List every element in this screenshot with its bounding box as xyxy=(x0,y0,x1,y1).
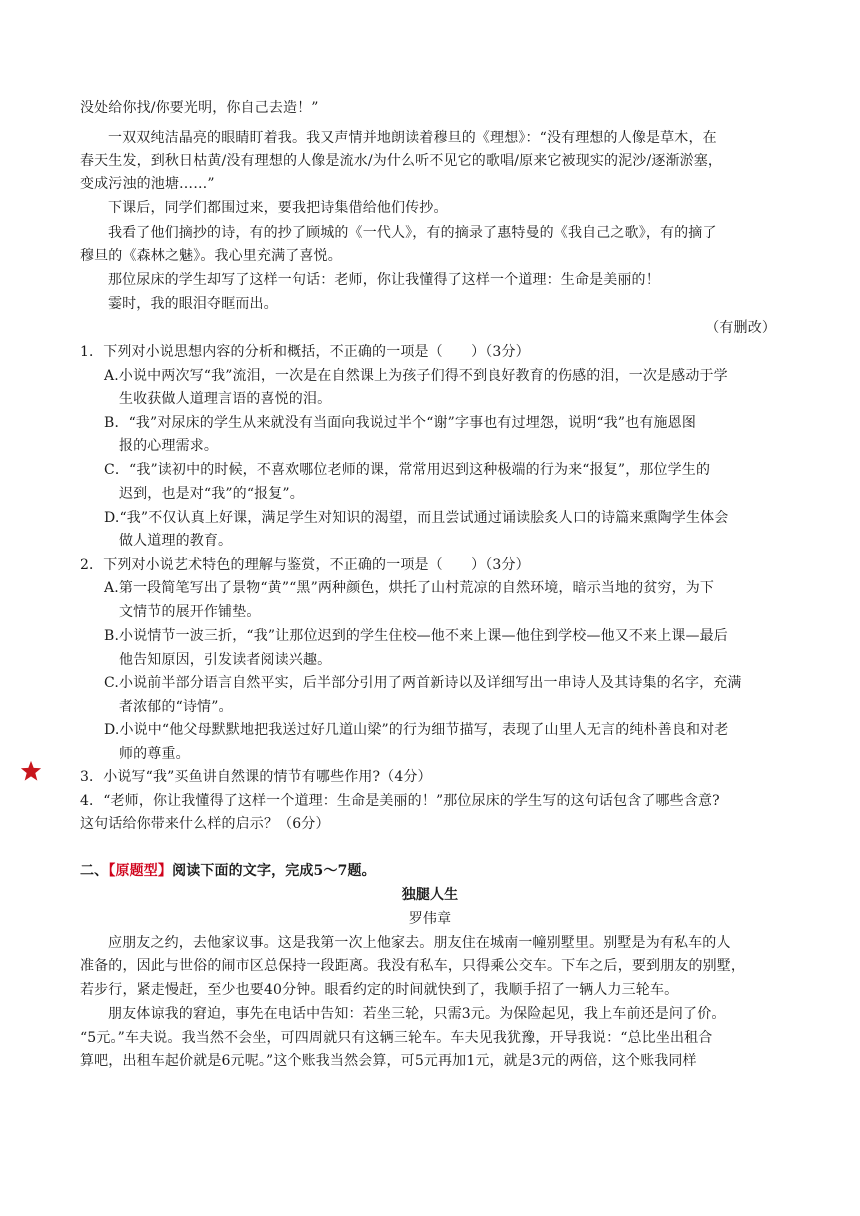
option-1a: A.小说中两次写“我”流泪，一次是在自然课上为孩子们得不到良好教育的伤感的泪，一次是感动于学 xyxy=(104,368,728,384)
question-4: 4．“老师，你让我懂得了这样一个道理：生命是美丽的！”那位尿床的学生写的这句话包含了哪些含意? xyxy=(80,793,720,809)
story-line: 应朋友之约，去他家议事。这是我第一次上他家去。朋友住在城南一幢别墅里。别墅是为有私车的人 xyxy=(108,935,731,951)
section-instruction: 阅读下面的文字，完成5～7题。 xyxy=(172,863,376,879)
passage-line: 穆旦的《森林之魅》。我心里充满了喜悦。 xyxy=(80,248,342,264)
story-line: 准备的，因此与世俗的闹市区总保持一段距离。我没有私车，只得乘公交车。下车之后，要到朋友的别墅， xyxy=(80,958,746,974)
passage-line: 霎时，我的眼泪夺眶而出。 xyxy=(108,296,278,312)
story-line: “5元。”车夫说。我当然不会坐，可四周就只有这辆三轮车。车夫见我犹豫，开导我说：“总比坐出租合 xyxy=(80,1030,713,1046)
passage-line: 春天生发，到秋日枯黄/没有理想的人像是流水/为什么听不见它的歌唱/原来它被现实的泥沙/逐渐淤塞， xyxy=(80,153,723,169)
question-3: 3．小说写“我”买鱼讲自然课的情节有哪些作用?（4分） xyxy=(80,769,432,785)
option-1c-cont: 迟到，也是对“我”的“报复”。 xyxy=(119,486,304,502)
option-2c: C.小说前半部分语言自然平实，后半部分引用了两首新诗以及详细写出一串诗人及其诗集的名字，充满 xyxy=(104,675,742,691)
story-title: 独腿人生 xyxy=(401,887,459,903)
question-type-tag: 【原题型】 xyxy=(108,863,173,879)
passage-line: 一双双纯洁晶亮的眼睛盯着我。我又声情并地朗读着穆旦的《理想》：“没有理想的人像是草木，在 xyxy=(108,130,717,146)
option-1d: D.“我”不仅认真上好课，满足学生对知识的渴望，而且尝试通过诵读脍炙人口的诗篇来熏陶学生体会 xyxy=(104,510,729,526)
option-1d-cont: 做人道理的教育。 xyxy=(119,533,233,549)
passage-line: 变成污浊的池塘……” xyxy=(80,176,215,192)
passage-line: 没处给你找/你要光明，你自己去造！” xyxy=(80,100,319,116)
option-2d-cont: 师的尊重。 xyxy=(119,746,190,762)
question-4-cont: 这句话给你带来什么样的启示？（6分） xyxy=(80,816,330,832)
star-icon xyxy=(20,760,42,782)
option-2b-cont: 他告知原因，引发读者阅读兴趣。 xyxy=(119,652,332,668)
story-author: 罗伟章 xyxy=(408,911,452,927)
question-1: 1．下列对小说思想内容的分析和概括，不正确的一项是（ ）（3分） xyxy=(80,344,530,360)
story-line: 朋友体谅我的窘迫，事先在电话中告知：若坐三轮，只需3元。为保险起见，我上车前还是问了价。 xyxy=(108,1006,726,1022)
abridged-note: （有删改） xyxy=(705,320,776,336)
option-1b-cont: 报的心理需求。 xyxy=(119,438,219,454)
section-heading xyxy=(80,861,376,881)
option-1a-cont: 生收获做人道理言语的喜悦的泪。 xyxy=(119,391,332,407)
option-1c: C．“我”读初中的时候，不喜欢哪位老师的课，常常用迟到这种极端的行为来“报复”，那位学生的 xyxy=(104,462,711,478)
story-line: 若步行，紧走慢赶，至少也要40分钟。眼看约定的时间就快到了，我顺手招了一辆人力三轮车。 xyxy=(80,982,679,998)
passage-line: 我看了他们摘抄的诗，有的抄了顾城的《一代人》，有的摘录了惠特曼的《我自己之歌》，有的摘了 xyxy=(108,225,717,241)
option-2b: B.小说情节一波三折，“我”让那位迟到的学生住校—他不来上课—他住到学校—他又不来上课—最后 xyxy=(104,628,728,644)
option-2c-cont: 者浓郁的“诗情”。 xyxy=(119,699,233,715)
section-prefix: 二、 xyxy=(80,863,109,879)
option-2a: A.第一段简笔写出了景物“黄”“黑”两种颜色，烘托了山村荒凉的自然环境，暗示当地的贫穷，为下 xyxy=(104,580,715,596)
story-line: 算吧，出租车起价就是6元呢。”这个账我当然会算，可5元再加1元，就是3元的两倍，这个账我同样 xyxy=(80,1053,697,1069)
passage-line: 那位尿床的学生却写了这样一句话：老师，你让我懂得了这样一个道理：生命是美丽的！ xyxy=(108,272,660,288)
option-1b: B．“我”对尿床的学生从来就没有当面向我说过半个“谢”字事也有过埋怨，说明“我”也有施恩图 xyxy=(104,415,696,431)
question-2: 2．下列对小说艺术特色的理解与鉴赏，不正确的一项是（ ）（3分） xyxy=(80,557,530,573)
option-2a-cont: 文情节的展开作铺垫。 xyxy=(119,604,261,620)
passage-line: 下课后，同学们都围过来，要我把诗集借给他们传抄。 xyxy=(108,200,448,216)
option-2d: D.小说中“他父母默默地把我送过好几道山梁”的行为细节描写，表现了山里人无言的纯朴善良和对老 xyxy=(104,722,729,738)
